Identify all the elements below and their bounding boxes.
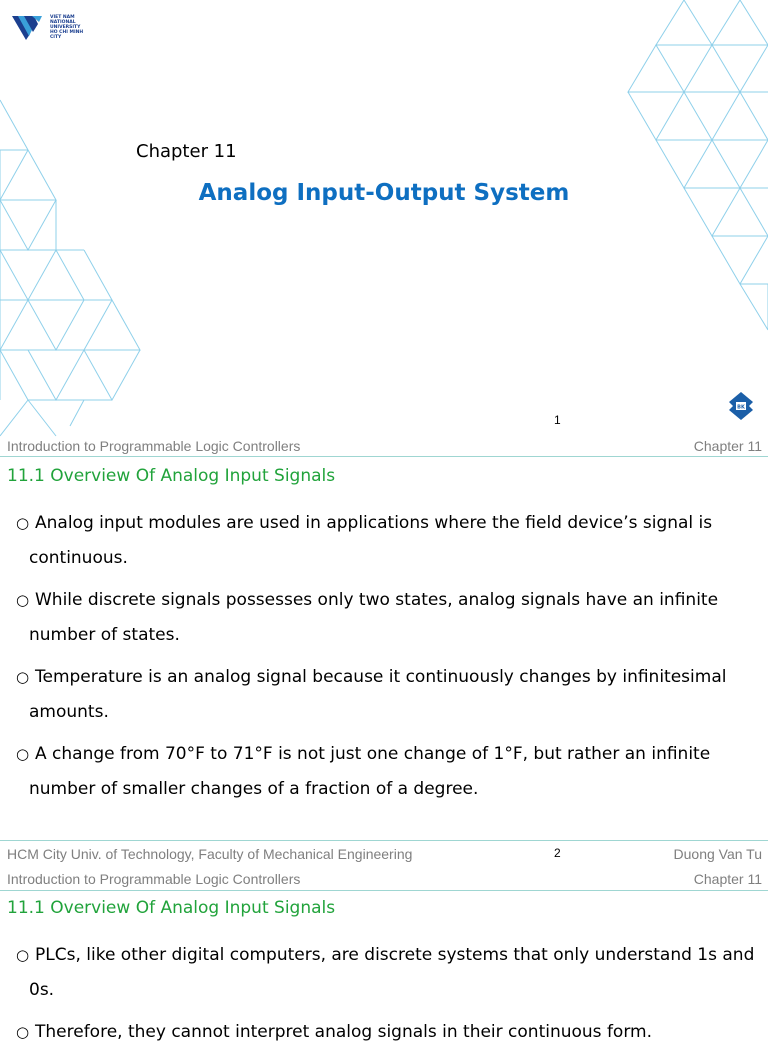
svg-text:BK: BK	[737, 404, 745, 411]
section-heading: 11.1 Overview Of Analog Input Signals	[7, 466, 336, 486]
page-number: 2	[554, 846, 561, 860]
bullet-circle-icon: ○	[16, 591, 30, 609]
bullet-circle-icon: ○	[16, 668, 30, 686]
list-item: ○ While discrete signals possesses only two states, analog signals have an infinite number of states.	[16, 583, 756, 653]
footer-course-title: Introduction to Programmable Logic Controllers	[7, 438, 301, 454]
header-divider	[0, 456, 768, 457]
slide-title-text: Analog Input-Output System	[198, 180, 570, 206]
university-logo	[12, 12, 92, 42]
list-item: ○ A change from 70°F to 71°F is not just one change of 1°F, but rather an infinite number of smaller changes of a fraction of a degree.	[16, 737, 756, 807]
list-item: ○ Temperature is an analog signal because it continuously changes by infinitesimal amounts.	[16, 660, 756, 730]
vnu-emblem-icon	[12, 12, 48, 42]
header-divider	[0, 890, 768, 891]
bullet-list	[16, 938, 756, 1057]
left-triangle-lattice	[0, 90, 150, 436]
footer-author: Duong Van Tu	[673, 846, 762, 862]
bk-logo-icon	[725, 390, 757, 422]
list-item: ○ PLCs, like other digital computers, are discrete systems that only understand 1s and 0s.	[16, 938, 756, 1008]
footer-chapter: Chapter 11	[693, 438, 762, 454]
list-item: ○ Therefore, they cannot interpret analog signals in their continuous form.	[16, 1015, 756, 1050]
list-item: ○ Analog input modules are used in applications where the field device’s signal is continuous.	[16, 506, 756, 576]
bullet-circle-icon: ○	[16, 514, 30, 532]
section-heading: 11.1 Overview Of Analog Input Signals	[7, 898, 336, 918]
university-logo-text: VIET NAM NATIONAL UNIVERSITY HO CHI MINH CITY	[50, 15, 84, 40]
content-slide-3	[0, 892, 768, 1042]
bullet-circle-icon: ○	[16, 1023, 30, 1041]
page-number: 1	[554, 413, 561, 427]
content-slide-2	[0, 460, 768, 840]
title-slide	[0, 0, 768, 454]
bullet-circle-icon: ○	[16, 946, 30, 964]
slide-title	[0, 180, 768, 206]
chapter-label: Chapter 11	[136, 141, 237, 162]
header-chapter: Chapter 11	[693, 871, 762, 887]
footer-divider	[0, 840, 768, 841]
bullet-circle-icon: ○	[16, 745, 30, 763]
bullet-list	[16, 506, 756, 814]
footer-institution: HCM City Univ. of Technology, Faculty of Mechanical Engineering	[7, 846, 413, 862]
header-course-title: Introduction to Programmable Logic Controllers	[7, 871, 301, 887]
